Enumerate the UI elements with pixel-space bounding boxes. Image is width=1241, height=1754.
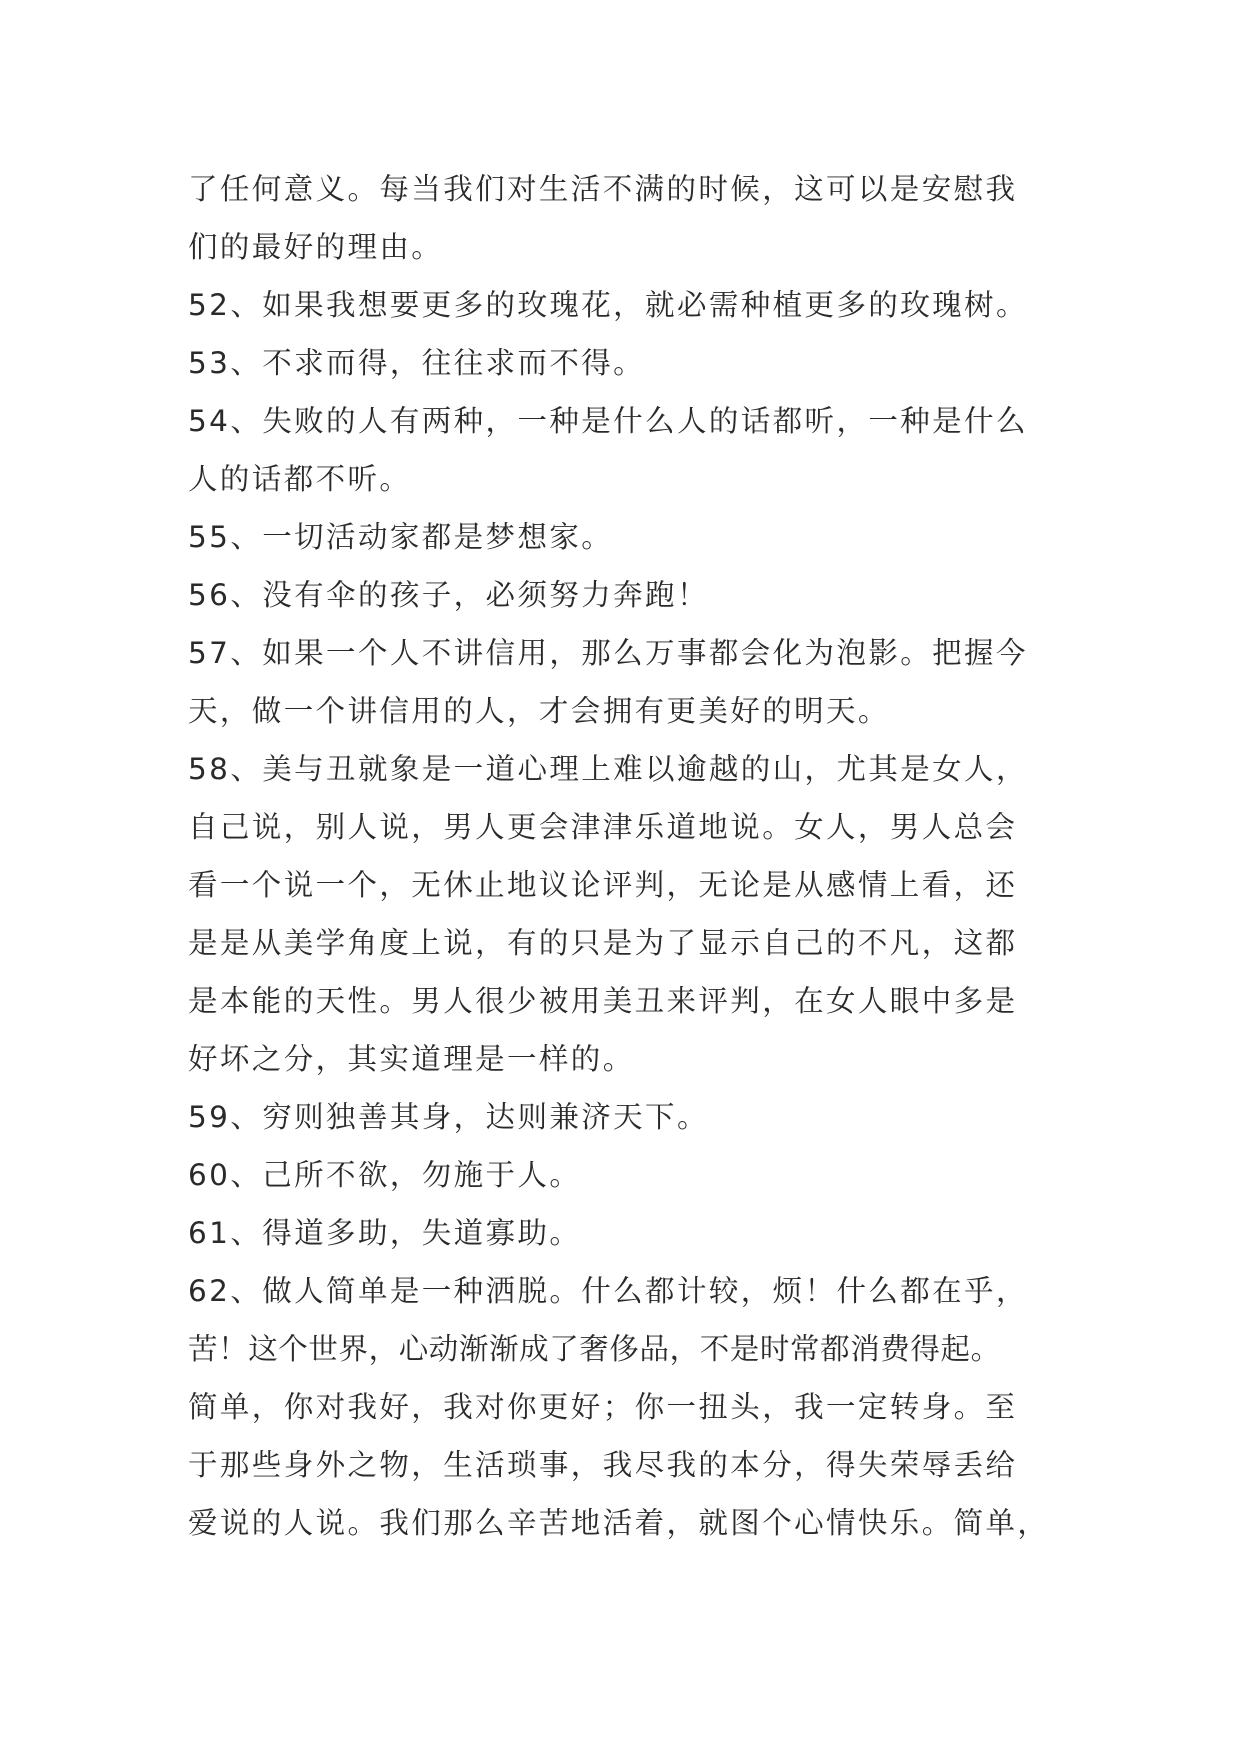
text-line: 自己说，别人说，男人更会津津乐道地说。女人，男人总会 <box>188 810 1018 844</box>
text-line: 看一个说一个，无休止地议论评判，无论是从感情上看，还 <box>188 868 1018 902</box>
text-line: 61、得道多助，失道寡助。 <box>188 1216 582 1250</box>
text-line: 苦！这个世界，心动渐渐成了奢侈品，不是时常都消费得起。 <box>188 1332 1001 1366</box>
text-line: 55、一切活动家都是梦想家。 <box>188 520 614 554</box>
text-line: 60、己所不欲，勿施于人。 <box>188 1158 582 1192</box>
text-line: 于那些身外之物，生活琐事，我尽我的本分，得失荣辱丢给 <box>188 1448 1018 1482</box>
text-line: 62、做人简单是一种洒脱。什么都计较，烦！什么都在乎， <box>188 1274 1028 1308</box>
text-line: 简单，你对我好，我对你更好；你一扭头，我一定转身。至 <box>188 1390 1018 1424</box>
text-line: 54、失败的人有两种，一种是什么人的话都听，一种是什么 <box>188 404 1028 438</box>
text-line: 天，做一个讲信用的人，才会拥有更美好的明天。 <box>188 694 890 728</box>
text-line: 爱说的人说。我们那么辛苦地活着，就图个心情快乐。简单， <box>188 1506 1050 1540</box>
text-line: 52、如果我想要更多的玫瑰花，就必需种植更多的玫瑰树。 <box>188 288 1028 322</box>
text-line: 们的最好的理由。 <box>188 230 444 264</box>
body-text <box>188 160 1078 1552</box>
text-line: 好坏之分，其实道理是一样的。 <box>188 1042 635 1076</box>
text-line: 56、没有伞的孩子，必须努力奔跑！ <box>188 578 709 612</box>
text-line: 人的话都不听。 <box>188 462 412 496</box>
text-line: 是是从美学角度上说，有的只是为了显示自己的不凡，这都 <box>188 926 1018 960</box>
text-line: 57、如果一个人不讲信用，那么万事都会化为泡影。把握今 <box>188 636 1028 670</box>
text-line: 了任何意义。每当我们对生活不满的时候，这可以是安慰我 <box>188 172 1018 206</box>
text-line: 59、穷则独善其身，达则兼济天下。 <box>188 1100 709 1134</box>
text-line: 53、不求而得，往往求而不得。 <box>188 346 646 380</box>
text-line: 是本能的天性。男人很少被用美丑来评判，在女人眼中多是 <box>188 984 1018 1018</box>
text-line: 58、美与丑就象是一道心理上难以逾越的山，尤其是女人， <box>188 752 1028 786</box>
